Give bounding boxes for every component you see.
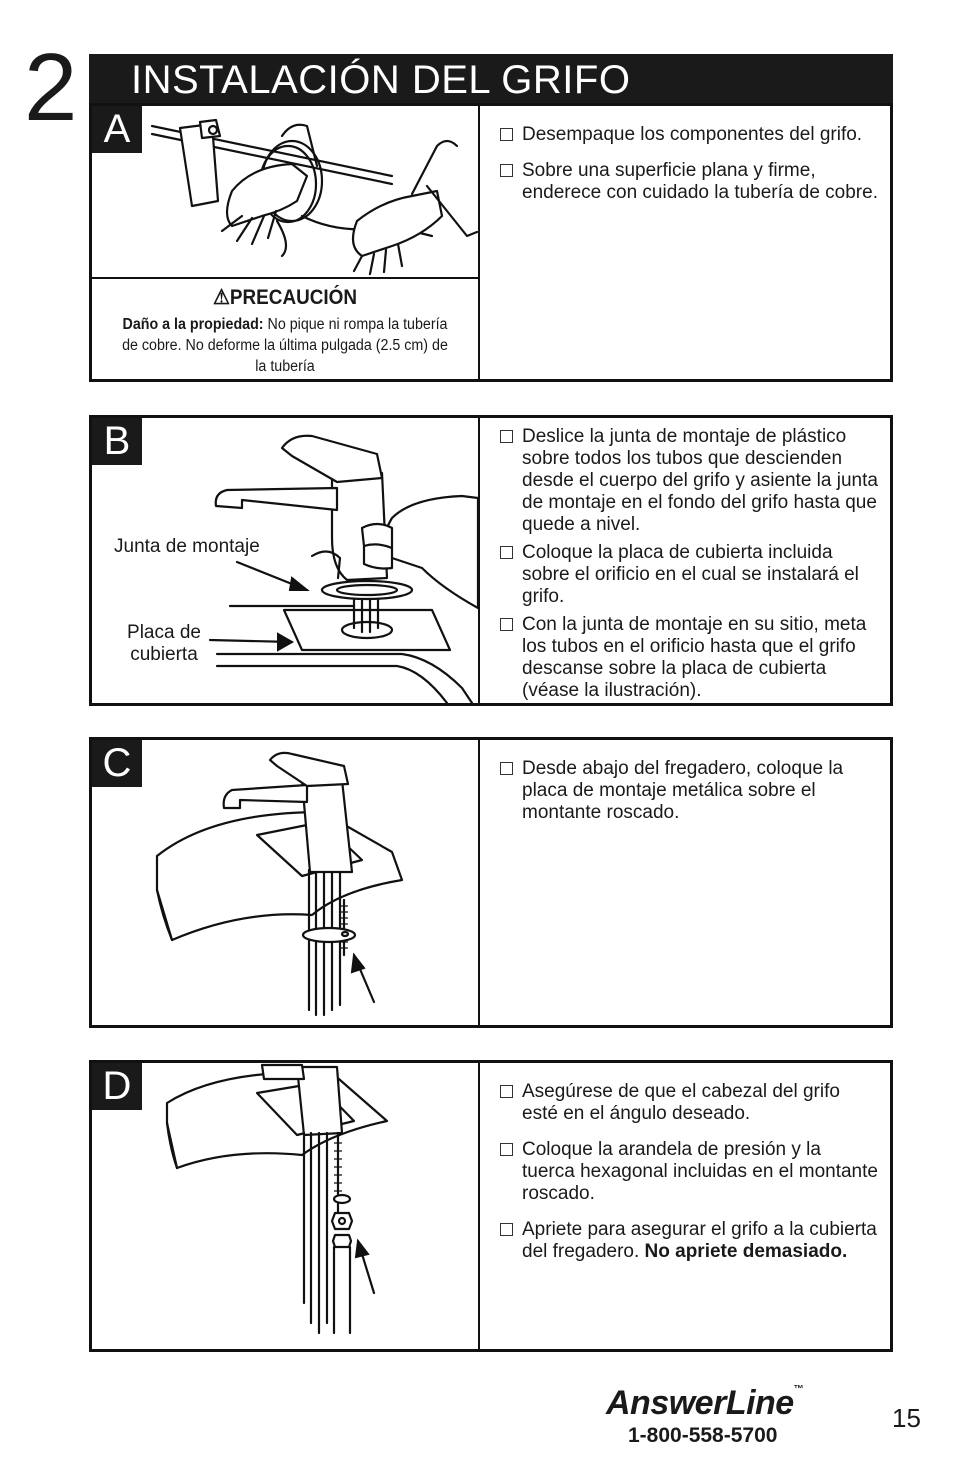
step-item: Con la junta de montaje en su sitio, meta los tubos en el orificio hasta que el grifo descanse sobre la placa de cubierta (véase la ilustración).: [498, 614, 878, 702]
warning-icon: ⚠: [212, 286, 230, 309]
label-cover-plate: Placa de cubierta: [127, 622, 201, 665]
section-b: [89, 415, 893, 706]
section-divider: [478, 418, 480, 703]
step-number: 2: [24, 34, 78, 141]
step-item: Deslice la junta de montaje de plástico sobre todos los tubos que descienden desde el cuerpo del grifo y asiente la junta de montaje en el fondo del grifo hasta que quede a nivel.: [498, 426, 878, 536]
checkbox-icon: [500, 762, 513, 775]
illustration-b: [92, 418, 478, 703]
step-item: Asegúrese de que el cabezal del grifo esté en el ángulo deseado.: [498, 1081, 878, 1125]
steps-c: [498, 758, 878, 838]
illustration-d: [92, 1063, 478, 1349]
steps-d: [498, 1081, 878, 1277]
section-c: [89, 737, 893, 1028]
checkbox-icon: [500, 1085, 513, 1098]
support-phone: 1-800-558-5700: [628, 1424, 778, 1447]
page-title: INSTALACIÓN DEL GRIFO: [131, 58, 631, 102]
steps-b: [498, 426, 878, 708]
step-item: Desde abajo del fregadero, coloque la placa de montaje metálica sobre el montante roscado.: [498, 758, 878, 824]
section-divider: [478, 1063, 480, 1349]
illustration-a: [92, 106, 478, 277]
answerline-logo: AnswerLine™: [606, 1384, 804, 1422]
checkbox-icon: [500, 546, 513, 559]
page-number: 15: [892, 1403, 921, 1433]
caution-text: Daño a la propiedad: No pique ni rompa la tubería de cobre. No deforme la última pulgada (2.5 cm) de la tubería: [122, 316, 448, 375]
steps-a: [498, 124, 878, 218]
checkbox-icon: [500, 1223, 513, 1236]
checkbox-icon: [500, 618, 513, 631]
step-item: Apriete para asegurar el grifo a la cubierta del fregadero. No apriete demasiado.: [498, 1219, 878, 1263]
checkbox-icon: [500, 128, 513, 141]
illustration-c: [92, 740, 478, 1025]
caution-box: [92, 277, 478, 377]
checkbox-icon: [500, 1143, 513, 1156]
step-item: Coloque la arandela de presión y la tuerca hexagonal incluidas en el montante roscado.: [498, 1139, 878, 1205]
label-gasket: Junta de montaje: [114, 536, 260, 557]
checkbox-icon: [500, 430, 513, 443]
caution-heading: ⚠PRECAUCIÓN: [212, 286, 357, 309]
step-item: Coloque la placa de cubierta incluida sobre el orificio en el cual se instalará el grifo.: [498, 542, 878, 608]
section-divider: [478, 740, 480, 1025]
section-letter-a: A: [92, 106, 142, 153]
section-divider: [478, 106, 480, 379]
section-a: [89, 103, 893, 382]
step-item: Desempaque los componentes del grifo.: [498, 124, 878, 146]
step-item: Sobre una superficie plana y firme, enderece con cuidado la tubería de cobre.: [498, 160, 878, 204]
section-letter-c: C: [92, 740, 142, 787]
section-letter-b: B: [92, 418, 142, 465]
checkbox-icon: [500, 164, 513, 177]
section-letter-d: D: [92, 1063, 142, 1110]
section-title-bar: [89, 54, 893, 106]
section-d: [89, 1060, 893, 1352]
